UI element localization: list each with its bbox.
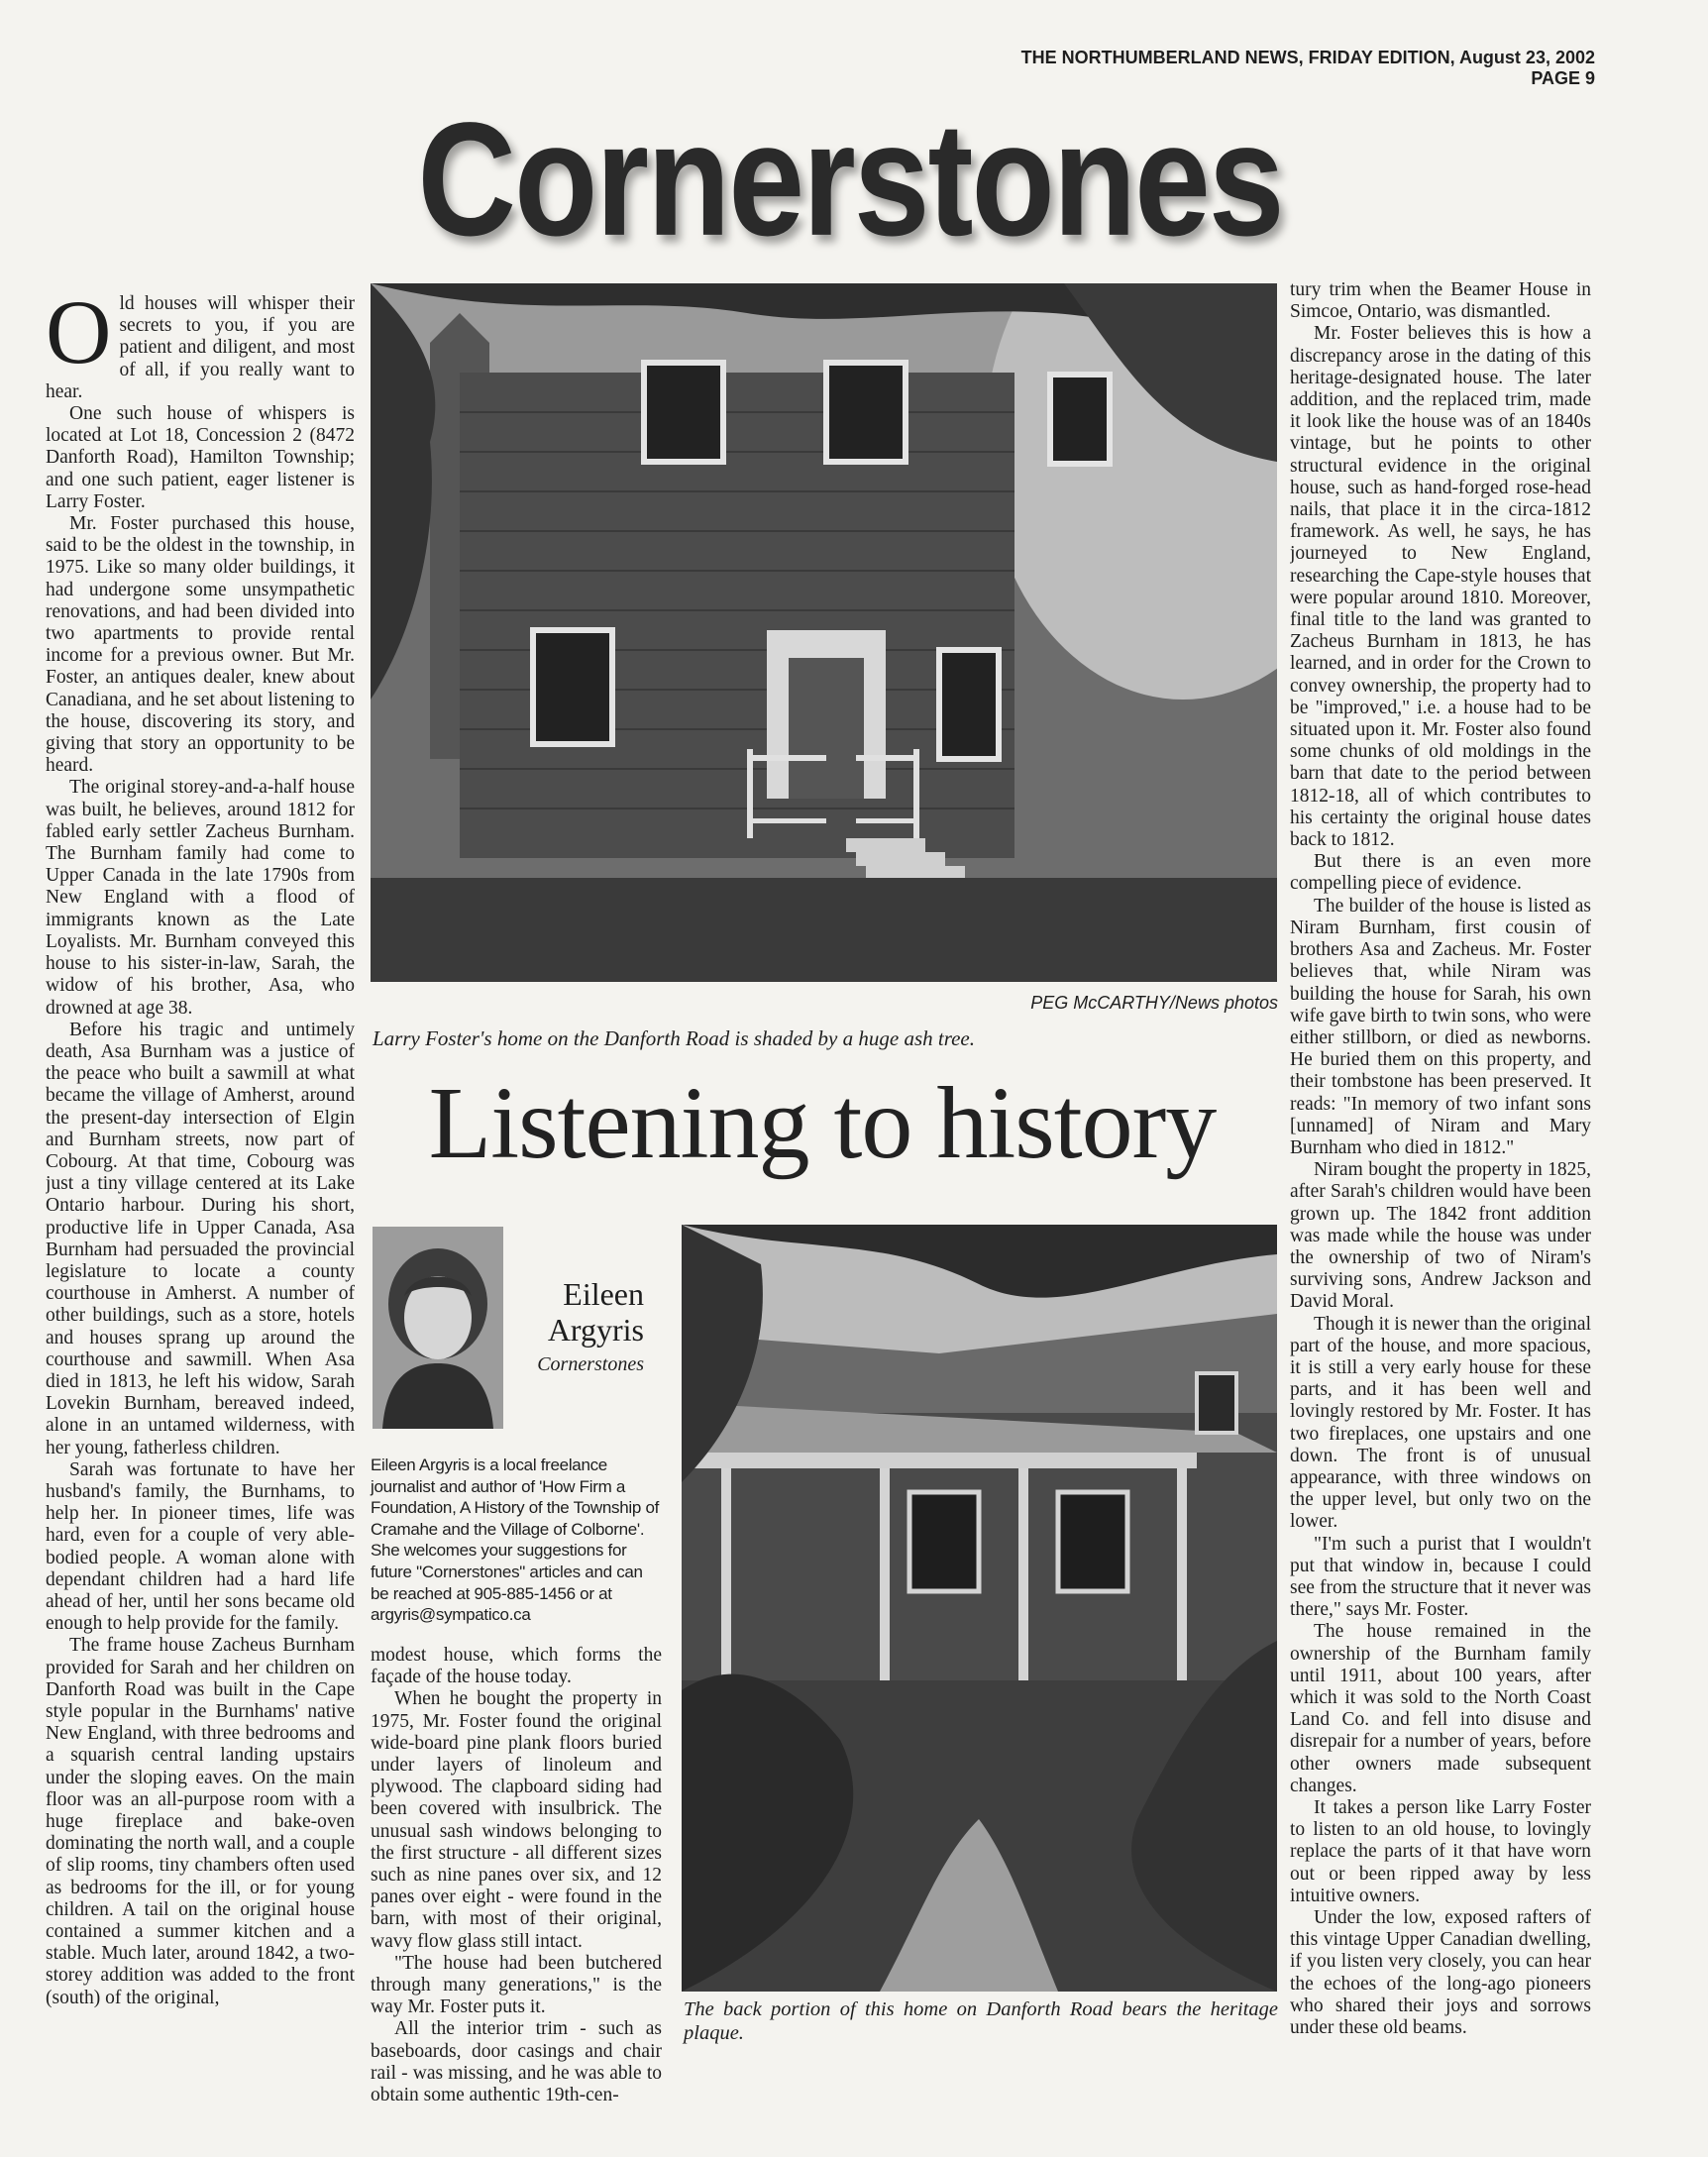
article-paragraph: The original storey-and-a-half house was built, he believes, around 1812 for fabled early settler Zacheus Burnham. The Burnham family had come to Upper Canada in the late 1790s from New England with a flood of immigrants known as the Late Loyalists. Mr. Burnham conveyed this house to his sister-in-law, Sarah, the widow of his brother, Asa, who drowned at age 38.: [46, 777, 355, 1019]
author-column-name: Cornerstones: [537, 1353, 644, 1375]
article-paragraph: Though it is newer than the original part of the house, and more spacious, it is still a very early house for these parts, and it has been well and lovingly restored by Mr. Foster. It has two fireplaces, one upstairs and one down. The front is of unusual appearance, with three windows on the upper level, but only two on the lower.: [1290, 1313, 1591, 1533]
article-paragraph: The house remained in the ownership of the Burnham family until 1911, about 100 years, after which it was sold to the North Coast Land Co. and fell into disuse and disrepair for a number of years, before other owners made subsequent changes.: [1290, 1621, 1591, 1796]
article-paragraph: Mr. Foster believes this is how a discrepancy arose in the dating of this heritage-designated house. The later addition, and the replaced trim, made it look like the house was of an 1840s vintage, but he points to other structural evidence in the original house, such as hand-forged rose-head nails, that place it in the circa-1812 framework. As well, he says, he has journeyed to New England, researching the Cape-style houses that were popular around 1810. Moreover, final title to the land was granted to Zacheus Burnham in 1813, he has learned, and in order for the Crown to convey ownership, the property had to be "improved," i.e. a house had to be situated upon it. Mr. Foster also found some chunks of old moldings in the barn that date to the period between 1812-18, all of which contributes to his certainty the original house dates back to 1812.: [1290, 323, 1591, 851]
article-paragraph: The builder of the house is listed as Niram Burnham, first cousin of brothers Asa and Zacheus. Mr. Foster believes that, while Niram was building the house for Sarah, his own wife gave birth to twin sons, who were either stillborn, or died as newborns. He buried them on this property, and their tombstone has been preserved. It reads: "In memory of two infant sons [unnamed] of Niram and Mary Burnham who died in 1812.": [1290, 895, 1591, 1158]
author-photo: [373, 1227, 503, 1429]
article-paragraph: Under the low, exposed rafters of this vintage Upper Canadian dwelling, if you listen very closely, you can hear the echoes of the long-ago pioneers who shared their joys and sorrows under these old beams.: [1290, 1907, 1591, 2039]
article-paragraph: It takes a person like Larry Foster to listen to an old house, to lovingly replace the parts of it that have worn out or been ripped away by less intuitive owners.: [1290, 1797, 1591, 1906]
author-portrait-image: [373, 1227, 503, 1429]
running-head: THE NORTHUMBERLAND NEWS, FRIDAY EDITION, August 23, 2002 PAGE 9: [1020, 48, 1595, 88]
photo-caption-back: The back portion of this home on Danforth Road bears the heritage plaque.: [684, 1998, 1278, 2044]
article-paragraph: The frame house Zacheus Burnham provided for Sarah and her children on Danforth Road was built in the Cape style popular in the Burnhams' native New England, with three bedrooms and a squarish central landing upstairs under the sloping eaves. On the main floor was an all-purpose room with a huge fireplace and bake-oven dominating the north wall, and a couple of slip rooms, tiny chambers often used as bedrooms for the ill, or for young children. A tail on the original house contained a summer kitchen and a stable. Much later, around 1842, a two-storey addition was added to the front (south) of the original,: [46, 1635, 355, 2008]
article-column-1: [46, 293, 355, 2126]
article-paragraph: All the interior trim - such as baseboards, door casings and chair rail - was missing, and he was able to obtain some authentic 19th-cen-: [371, 2018, 662, 2106]
photo-caption-front: Larry Foster's home on the Danforth Road is shaded by a huge ash tree.: [373, 1026, 975, 1050]
photo-house-back: [682, 1225, 1277, 1992]
photo-credit: PEG McCARTHY/News photos: [1030, 993, 1278, 1013]
author-last-name: Argyris: [547, 1312, 644, 1348]
article-paragraph: Before his tragic and untimely death, Asa Burnham was a justice of the peace who built a sawmill at what became the village of Amherst, around the present-day intersection of Elgin and Burnham streets, now part of Cobourg. At that time, Cobourg was just a tiny village centered at its Lake Ontario harbour. During his short, productive life in Upper Canada, Asa Burnham had persuaded the provincial legislature to locate a county courthouse in Amherst. A number of other buildings, such as a store, hotels and houses sprang up around the courthouse and sawmill. When Asa died in 1813, he left his widow, Sarah Lovekin Burnham, bereaved indeed, alone in an untamed wilderness, with her young, fatherless children.: [46, 1019, 355, 1458]
article-paragraph: Sarah was fortunate to have her husband's family, the Burnhams, to help her. In pioneer times, life was hard, even for a couple of very able-bodied people. A woman alone with dependant children had a hard life ahead of her, until her sons became old enough to help provide for the family.: [46, 1458, 355, 1635]
article-paragraph: Niram bought the property in 1825, after Sarah's children would have been grown up. The 1842 front addition was made while the house was under the ownership of two of Niram's surviving sons, Andrew Jackson and David Moral.: [1290, 1159, 1591, 1313]
article-column-2: [371, 1645, 662, 2130]
article-paragraph: "I'm such a purist that I wouldn't put that window in, because I could see from the structure that it never was there," says Mr. Foster.: [1290, 1533, 1591, 1621]
photo-house-front: [371, 283, 1277, 982]
article-paragraph: Mr. Foster purchased this house, said to be the oldest in the township, in 1975. Like so many older buildings, it had undergone some unsympathetic renovations, and had been divided into two apartments to provide rental income for a previous owner. But Mr. Foster, an antiques dealer, knew about Canadiana, and he set about listening to the house, discovering its story, and giving that story an opportunity to be heard.: [46, 513, 355, 777]
house-back-image: [682, 1225, 1277, 1992]
article-paragraph: But there is an even more compelling piece of evidence.: [1290, 851, 1591, 895]
author-first-name: Eileen: [563, 1276, 644, 1312]
drop-cap: O: [46, 293, 112, 382]
article-paragraph: "The house had been butchered through many generations," is the way Mr. Foster puts it.: [371, 1952, 662, 2018]
section-title: Cornerstones: [417, 89, 1283, 270]
article-paragraph: One such house of whispers is located at Lot 18, Concession 2 (8472 Danforth Road), Hamilton Township; and one such patient, eager listener is Larry Foster.: [46, 403, 355, 512]
article-paragraph: tury trim when the Beamer House in Simcoe, Ontario, was dismantled.: [1290, 279, 1591, 323]
article-paragraph: modest house, which forms the façade of the house today.: [371, 1645, 662, 1688]
article-paragraph: Old houses will whisper their secrets to you, if you are patient and diligent, and most of all, if you really want to hear.: [46, 293, 355, 402]
article-paragraph: When he bought the property in 1975, Mr. Foster found the original wide-board pine plank floors buried under layers of linoleum and plywood. The clapboard siding had been covered with insulbrick. The unusual sash windows belonging to the first structure - all different sizes such as nine panes over six, and 12 panes over eight - were found in the barn, with most of their original, wavy flow glass still intact.: [371, 1688, 662, 1952]
house-front-image: [371, 283, 1277, 982]
author-bio: Eileen Argyris is a local freelance journalist and author of 'How Firm a Foundation, A History of the Township of Cramahe and the Village of Colborne'. She welcomes your suggestions for future "Cornerstones" articles and can be reached at 905-885-1456 or at argyris@sympatico.ca: [371, 1456, 660, 1625]
article-column-3: [1290, 279, 1591, 2152]
feature-headline: Listening to history: [428, 1066, 1217, 1180]
